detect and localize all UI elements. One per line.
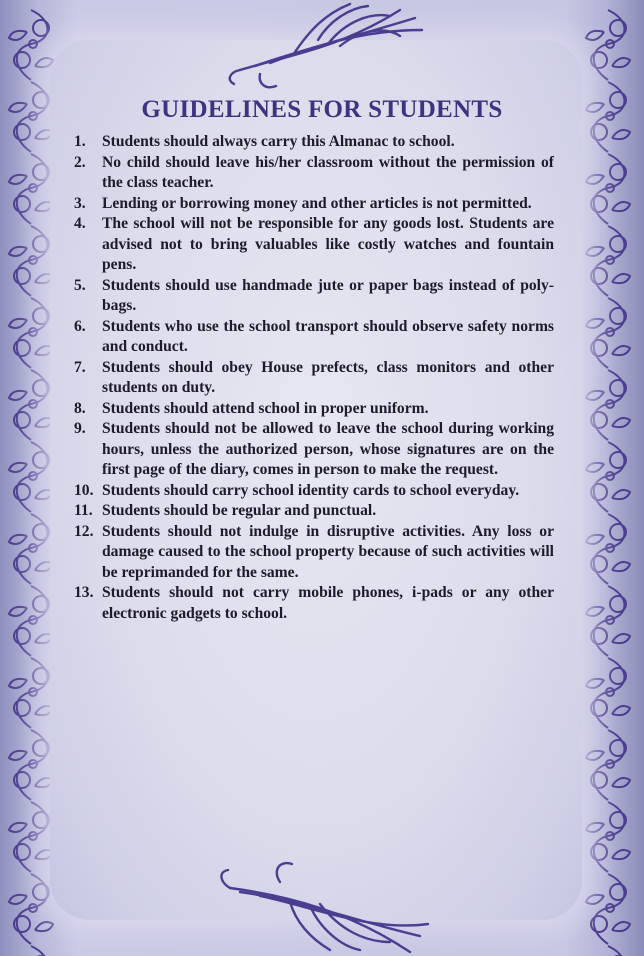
guideline-number: 1. bbox=[74, 133, 86, 150]
guideline-text: Students should obey House prefects, class monitors and other students on duty. bbox=[102, 358, 554, 396]
guideline-text: Students should not be allowed to leave the school during working hours, unless the authorized person, whose signatures are on the first page of the diary, comes in person to make the request. bbox=[102, 420, 554, 478]
page-title: GUIDELINES FOR STUDENTS bbox=[141, 96, 503, 123]
guideline-number: 2. bbox=[74, 153, 86, 171]
guideline-item bbox=[74, 153, 554, 194]
guideline-number: 6. bbox=[74, 317, 86, 335]
guideline-text: Students should be regular and punctual. bbox=[102, 502, 377, 519]
top-quill-flourish-icon bbox=[200, 0, 440, 92]
guideline-text: Lending or borrowing money and other articles is not permitted. bbox=[102, 194, 532, 212]
guideline-number: 12. bbox=[74, 522, 94, 540]
guideline-number: 13. bbox=[74, 584, 94, 601]
guideline-item bbox=[74, 317, 554, 358]
guideline-text: Students should use handmade jute or paper bags instead of poly-bags. bbox=[102, 276, 554, 314]
guideline-item bbox=[74, 358, 554, 399]
guideline-text: Students should not indulge in disruptive activities. Any loss or damage caused to the school property because of such activities will be reprimanded for the same. bbox=[102, 522, 554, 581]
guideline-text: The school will not be responsible for any goods lost. Students are advised not to bring valuables like costly watches and fountain pens. bbox=[102, 215, 554, 273]
guideline-number: 4. bbox=[74, 215, 86, 232]
guideline-item bbox=[74, 399, 554, 420]
guideline-text: Students should not carry mobile phones, i-pads or any other electronic gadgets to school. bbox=[102, 584, 554, 622]
guideline-number: 11. bbox=[74, 502, 93, 519]
guidelines-list bbox=[74, 132, 554, 624]
guideline-number: 7. bbox=[74, 358, 86, 376]
guideline-text: Students who use the school transport should observe safety norms and conduct. bbox=[102, 317, 554, 355]
guideline-item bbox=[74, 583, 554, 624]
guideline-item bbox=[74, 419, 554, 481]
guideline-item bbox=[74, 194, 554, 215]
right-ornamental-border bbox=[572, 0, 644, 956]
guideline-item bbox=[74, 214, 554, 276]
guideline-item bbox=[74, 522, 554, 584]
guideline-item bbox=[74, 132, 554, 153]
guideline-item bbox=[74, 276, 554, 317]
guideline-item bbox=[74, 481, 554, 502]
guideline-item bbox=[74, 501, 554, 522]
guideline-number: 9. bbox=[74, 420, 86, 437]
guideline-text: Students should always carry this Almanac to school. bbox=[102, 133, 455, 150]
right-scroll-ornament-icon bbox=[572, 0, 644, 956]
guideline-number: 10. bbox=[74, 481, 94, 499]
guideline-text: Students should attend school in proper uniform. bbox=[102, 399, 429, 417]
guideline-number: 8. bbox=[74, 399, 86, 417]
bottom-quill-flourish-icon bbox=[200, 852, 440, 956]
guideline-number: 5. bbox=[74, 276, 86, 294]
guideline-text: No child should leave his/her classroom without the permission of the class teacher. bbox=[102, 153, 554, 191]
guideline-number: 3. bbox=[74, 194, 86, 212]
guideline-text: Students should carry school identity cards to school everyday. bbox=[102, 481, 520, 499]
